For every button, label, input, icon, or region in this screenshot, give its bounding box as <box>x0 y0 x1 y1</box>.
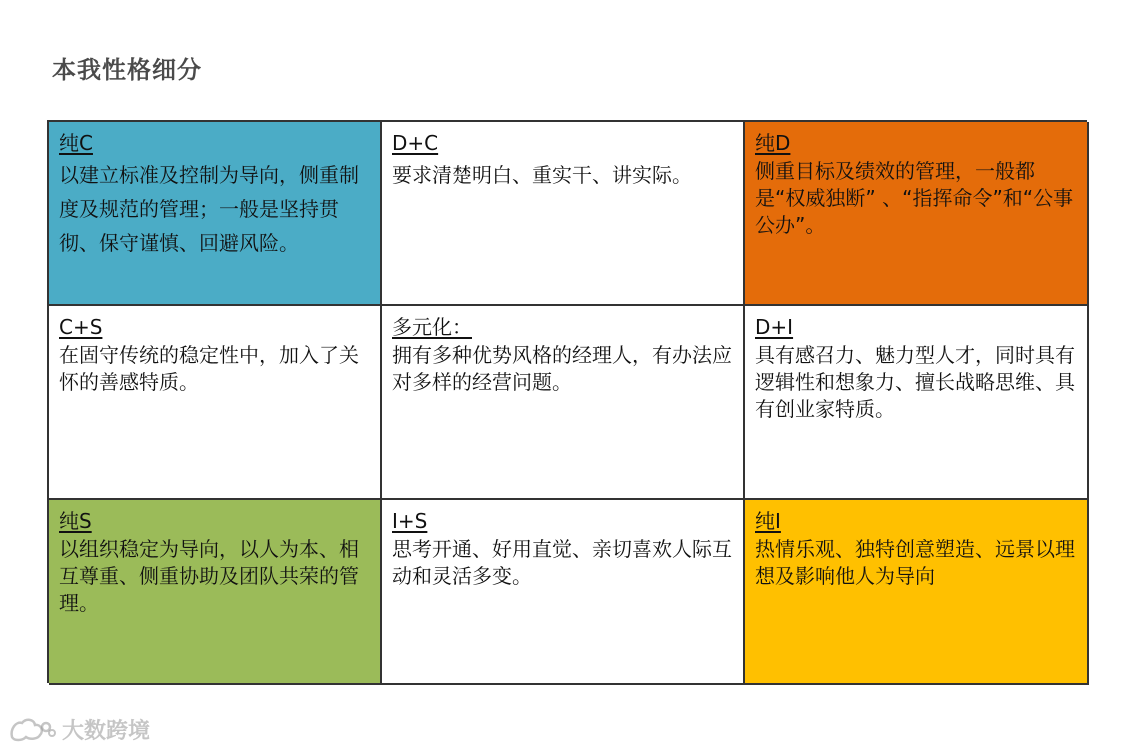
cell-heading: 纯D <box>755 131 791 155</box>
cell-text: 思考开通、好用直觉、亲切喜欢人际互动和灵活多变。 <box>392 537 732 588</box>
cell-pure-c <box>49 122 382 306</box>
cell-text: 拥有多种优势风格的经理人，有办法应对多样的经营问题。 <box>392 343 732 394</box>
cell-heading: 纯I <box>755 509 781 533</box>
cell-heading: D+I <box>755 315 794 339</box>
cell-text: 具有感召力、魅力型人才，同时具有逻辑性和想象力、擅长战略思维、具有创业家特质。 <box>755 343 1075 421</box>
cell-d-plus-c <box>382 122 745 306</box>
cell-c-plus-s <box>49 306 382 500</box>
cell-heading: D+C <box>392 131 439 155</box>
cell-text: 以建立标准及控制为导向，侧重制度及规范的管理；一般是坚持贯彻、保守谨慎、回避风险。 <box>59 163 359 255</box>
cell-pure-s <box>49 500 382 685</box>
cell-heading: C+S <box>59 315 103 339</box>
cell-pure-i <box>745 500 1089 685</box>
cell-text: 要求清楚明白、重实干、讲实际。 <box>392 163 692 187</box>
cell-diversified <box>382 306 745 500</box>
cell-text: 以组织稳定为导向，以人为本、相互尊重、侧重协助及团队共荣的管理。 <box>59 537 359 615</box>
cell-text: 侧重目标及绩效的管理，一般都是“权威独断” 、“指挥命令”和“公事公办”。 <box>755 159 1074 237</box>
page-title: 本我性格细分 <box>52 56 202 84</box>
watermark <box>8 714 150 745</box>
cell-heading: 纯C <box>59 131 93 155</box>
personality-grid <box>47 120 1087 683</box>
cell-text: 热情乐观、独特创意塑造、远景以理想及影响他人为导向 <box>755 537 1075 588</box>
watermark-text: 大数跨境 <box>62 719 151 744</box>
cell-heading: I+S <box>392 509 428 533</box>
logo-icon <box>8 715 56 745</box>
cell-pure-d <box>745 122 1089 306</box>
cell-d-plus-i <box>745 306 1089 500</box>
cell-text: 在固守传统的稳定性中，加入了关怀的善感特质。 <box>59 343 359 394</box>
cell-heading: 纯S <box>59 509 92 533</box>
cell-heading: 多元化： <box>392 315 472 339</box>
cell-i-plus-s <box>382 500 745 685</box>
